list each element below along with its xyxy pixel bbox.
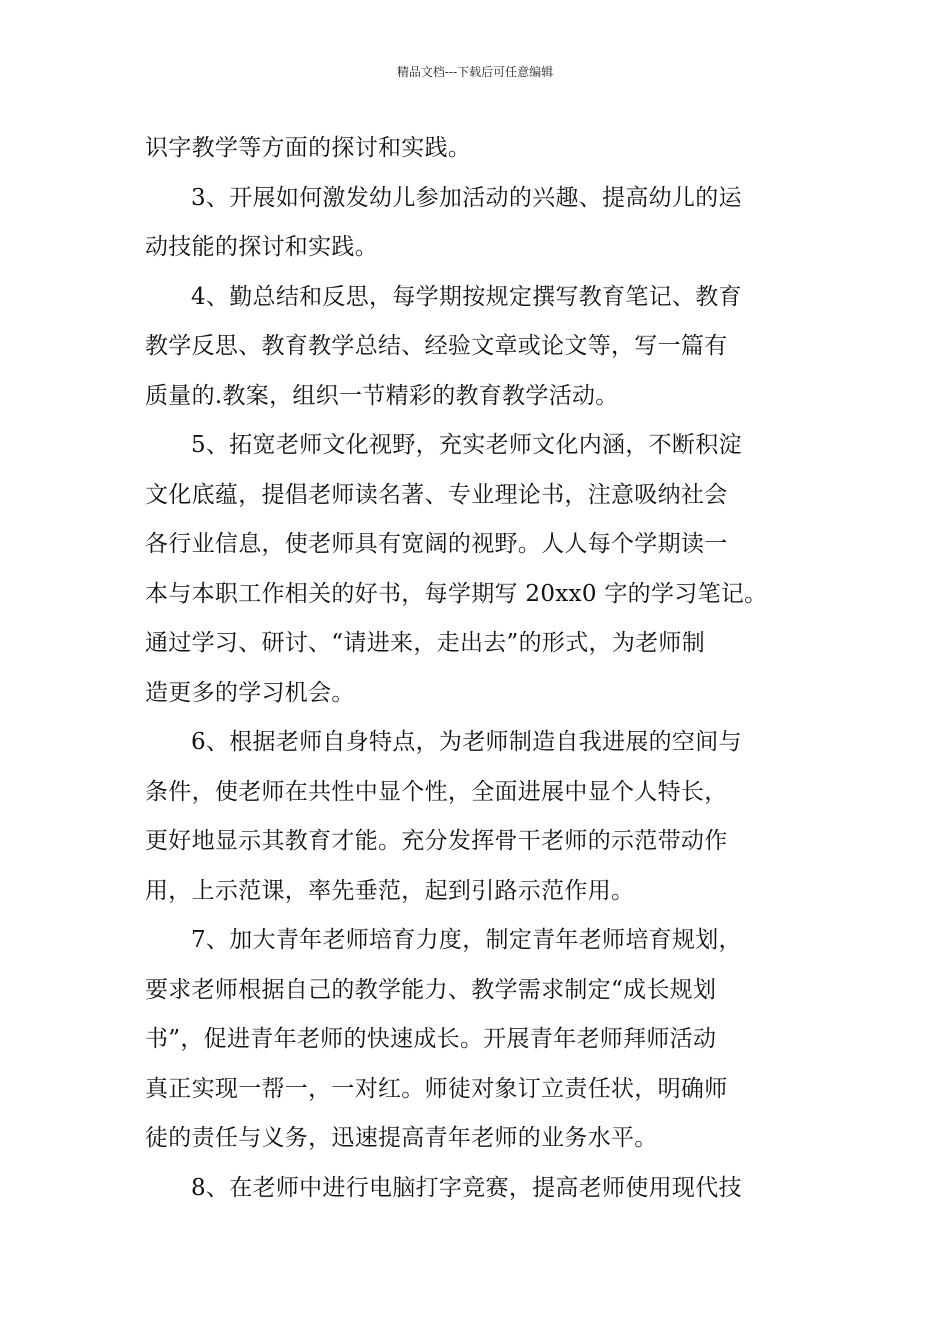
- text-line: 质量的.教案，组织一节精彩的教育教学活动。: [145, 382, 619, 409]
- text-line: 书”，促进青年老师的快速成长。开展青年老师拜师活动: [145, 1026, 717, 1052]
- text-line: 更好地显示其教育才能。充分发挥骨干老师的示范带动作: [145, 828, 728, 854]
- text-line: 通过学习、研讨、“请进来，走出去”的形式，为老师制: [145, 630, 706, 656]
- text-line: 教学反思、教育教学总结、经验文章或论文等，写一篇有: [145, 333, 728, 359]
- text-line: 本与本职工作相关的好书，每学期写 20xx0 字的学习笔记。: [145, 580, 768, 607]
- text-line: 真正实现一帮一，一对红。师徒对象订立责任状，明确师: [145, 1075, 728, 1102]
- text-line: 徒的责任与义务，迅速提高青年老师的业务水平。: [145, 1125, 658, 1151]
- text-line: 7、加大青年老师培育力度，制定青年老师培育规划，: [191, 927, 742, 953]
- text-line: 文化底蕴，提倡老师读名著、专业理论书，注意吸纳社会: [145, 481, 728, 508]
- text-line: 各行业信息，使老师具有宽阔的视野。人人每个学期读一: [145, 531, 728, 557]
- text-line: 5、拓宽老师文化视野，充实老师文化内涵，不断积淀: [191, 432, 742, 458]
- text-line: 识字教学等方面的探讨和实践。: [145, 135, 472, 161]
- text-line: 动技能的探讨和实践。: [145, 234, 378, 260]
- page-header: 精品文档---下载后可任意编辑: [396, 65, 554, 79]
- text-line: 8、在老师中进行电脑打字竞赛，提高老师使用现代技: [191, 1174, 742, 1201]
- text-line: 4、勤总结和反思，每学期按规定撰写教育笔记、教育: [191, 283, 742, 310]
- text-line: 要求老师根据自己的教学能力、教学需求制定“成长规划: [145, 976, 717, 1003]
- text-line: 用，上示范课，率先垂范，起到引路示范作用。: [145, 877, 635, 904]
- text-line: 造更多的学习机会。: [145, 679, 355, 706]
- text-line: 条件，使老师在共性中显个性，全面进展中显个人特长，: [145, 778, 728, 805]
- text-line: 6、根据老师自身特点，为老师制造自我进展的空间与: [191, 729, 742, 755]
- document-body: [145, 124, 810, 1213]
- text-line: 3、开展如何激发幼儿参加活动的兴趣、提高幼儿的运: [191, 184, 742, 211]
